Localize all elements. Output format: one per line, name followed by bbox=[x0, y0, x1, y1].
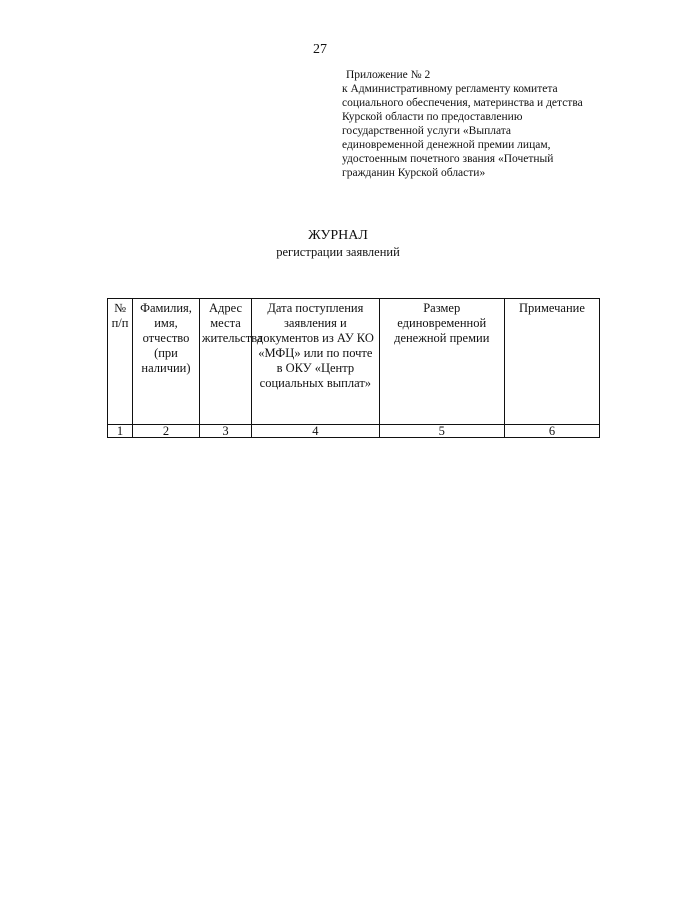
column-number-cell: 2 bbox=[133, 425, 200, 438]
column-header-receipt-date: Дата поступления заявления и документов из АУ КО «МФЦ» или по почте в ОКУ «Центр социальных выплат» bbox=[252, 299, 379, 425]
appendix-line: единовременной денежной премии лицам, bbox=[342, 139, 551, 151]
appendix-header bbox=[342, 68, 592, 180]
appendix-line: к Административному регламенту комитета bbox=[342, 83, 558, 95]
column-number-cell: 1 bbox=[108, 425, 133, 438]
appendix-line: удостоенным почетного звания «Почетный bbox=[342, 153, 554, 165]
appendix-line: Приложение № 2 bbox=[346, 69, 431, 81]
table-row bbox=[108, 425, 600, 438]
column-number-cell: 6 bbox=[504, 425, 599, 438]
appendix-line: социального обеспечения, материнства и детства bbox=[342, 97, 583, 109]
column-header-number: № п/п bbox=[108, 299, 133, 425]
column-number-cell: 3 bbox=[199, 425, 251, 438]
appendix-line: Курской области по предоставлению bbox=[342, 111, 523, 123]
appendix-line: гражданин Курской области» bbox=[342, 167, 486, 179]
registration-table bbox=[107, 298, 600, 438]
appendix-line: государственной услуги «Выплата bbox=[342, 125, 512, 137]
column-header-note: Примечание bbox=[504, 299, 599, 425]
column-header-full-name: Фамилия, имя, отчество (при наличии) bbox=[133, 299, 200, 425]
journal-subtitle: регистрации заявлений bbox=[276, 245, 400, 259]
column-header-address: Адрес места жительства bbox=[199, 299, 251, 425]
table-header-row bbox=[108, 299, 600, 425]
column-number-cell: 4 bbox=[252, 425, 379, 438]
column-header-premium-amount: Размер единовременной денежной премии bbox=[379, 299, 504, 425]
journal-title: ЖУРНАЛ bbox=[308, 228, 368, 243]
page-number: 27 bbox=[313, 42, 327, 57]
column-number-cell: 5 bbox=[379, 425, 504, 438]
